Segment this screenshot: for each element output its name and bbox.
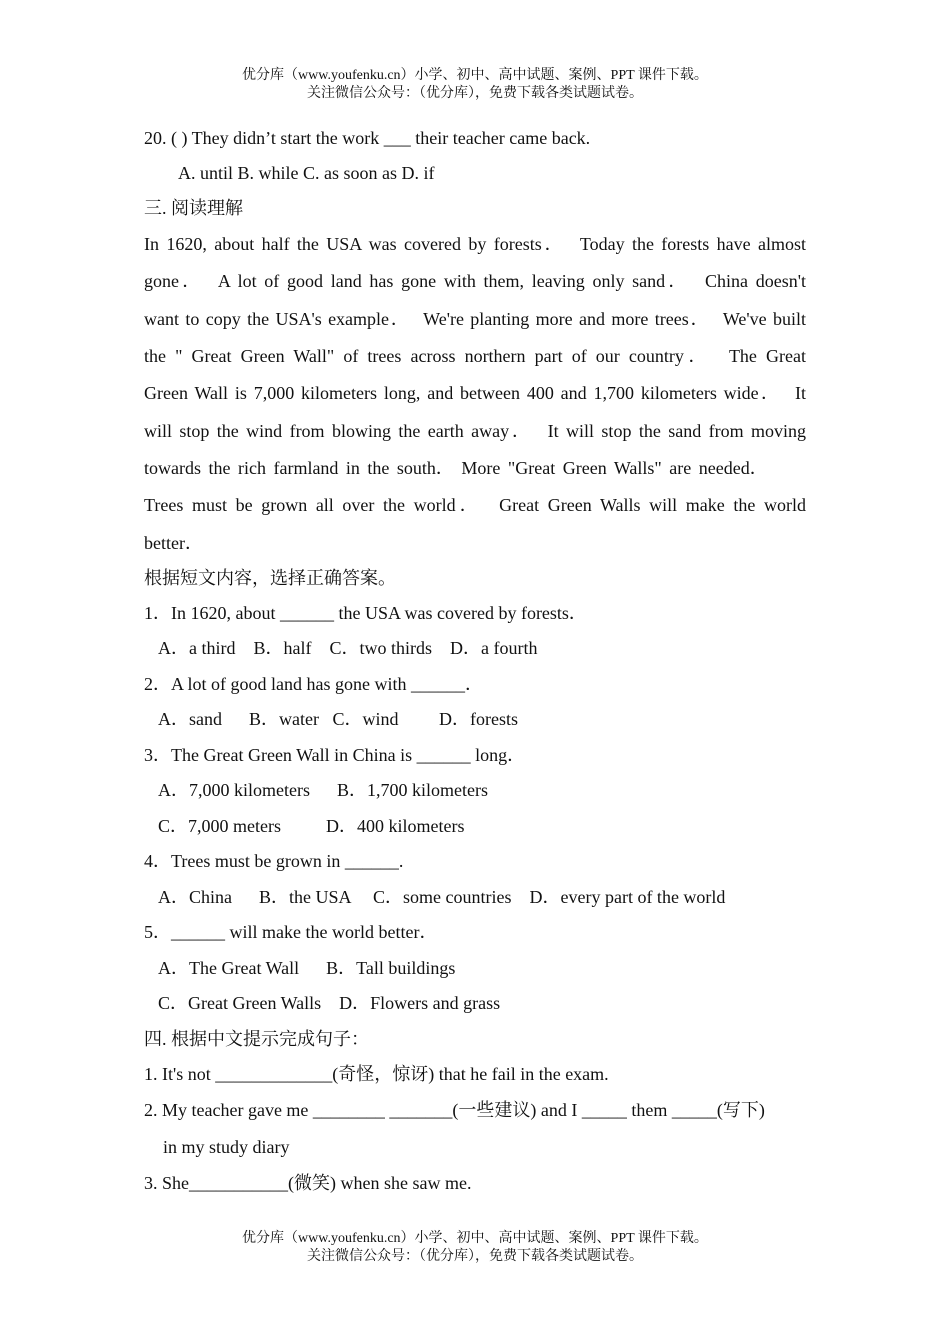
question-options: A．sand B．water C．wind D．forests [158,709,518,729]
question-options: A．The Great Wall B．Tall buildings [158,958,456,978]
question-stem: 5．______ will make the world better． [144,922,438,942]
section3-instruction: 根据短文内容，选择正确答案。 [144,568,396,588]
fill-item: 1. It's not _____________(奇怪，惊讶) that he fail in the exam. [144,1064,609,1084]
section3-title: 三. 阅读理解 [144,198,243,218]
passage-line: Green Wall is 7,000 kilometers long, and between 400 and 1,700 kilometers wide． It [144,383,806,403]
question-stem: 3．The Great Green Wall in China is ______ long． [144,745,526,765]
passage-line: want to copy the USA's example． We're planting more and more trees． We've built [144,309,806,329]
passage-line: In 1620, about half the USA was covered by forests． Today the forests have almost [144,234,806,254]
passage-line: Trees must be grown all over the world． Great Green Walls will make the world [144,495,806,515]
fill-item-continuation: in my study diary [163,1137,290,1157]
question-options: A．a third B．half C．two thirds D．a fourth [158,638,538,658]
passage-line: gone． A lot of good land has gone with them, leaving only sand． China doesn't [144,271,806,291]
q20-options: A. until B. while C. as soon as D. if [178,163,435,183]
passage-line: towards the rich farmland in the south． More "Great Green Walls" are needed． [144,458,768,478]
header-line-1: 优分库（www.youfenku.cn）小学、初中、高中试题、案例、PPT 课件下载。 [242,68,708,83]
page-footer [0,1230,950,1266]
question-options: C．Great Green Walls D．Flowers and grass [158,993,501,1013]
passage-line: will stop the wind from blowing the earth away． It will stop the sand from moving [144,421,806,441]
q20-stem: 20. ( ) They didn’t start the work ___ their teacher came back. [144,128,591,148]
passage-line: the " Great Green Wall" of trees across northern part of our country． The Great [144,346,806,366]
question-stem: 1．In 1620, about ______ the USA was covered by forests． [144,603,587,623]
question-options: C．7,000 meters D．400 kilometers [158,816,465,836]
fill-item: 3. She___________(微笑) when she saw me. [144,1173,472,1193]
question-stem: 4．Trees must be grown in ______. [144,851,404,871]
question-options: A．7,000 kilometers B．1,700 kilometers [158,780,488,800]
header-line-2: 关注微信公众号：（优分库），免费下载各类试题试卷。 [307,86,643,101]
question-stem: 2．A lot of good land has gone with ______． [144,674,483,694]
footer-line-2: 关注微信公众号：（优分库），免费下载各类试题试卷。 [307,1249,643,1264]
page-header [0,67,950,103]
question-options: A．China B．the USA C．some countries D．every part of the world [158,887,726,907]
section4-title: 四. 根据中文提示完成句子： [144,1029,369,1049]
fill-item: 2. My teacher gave me ________ _______(一些建议) and I _____ them _____(写下) [144,1100,765,1120]
passage-line: better． [144,533,203,553]
footer-line-1: 优分库（www.youfenku.cn）小学、初中、高中试题、案例、PPT 课件下载。 [242,1231,708,1246]
